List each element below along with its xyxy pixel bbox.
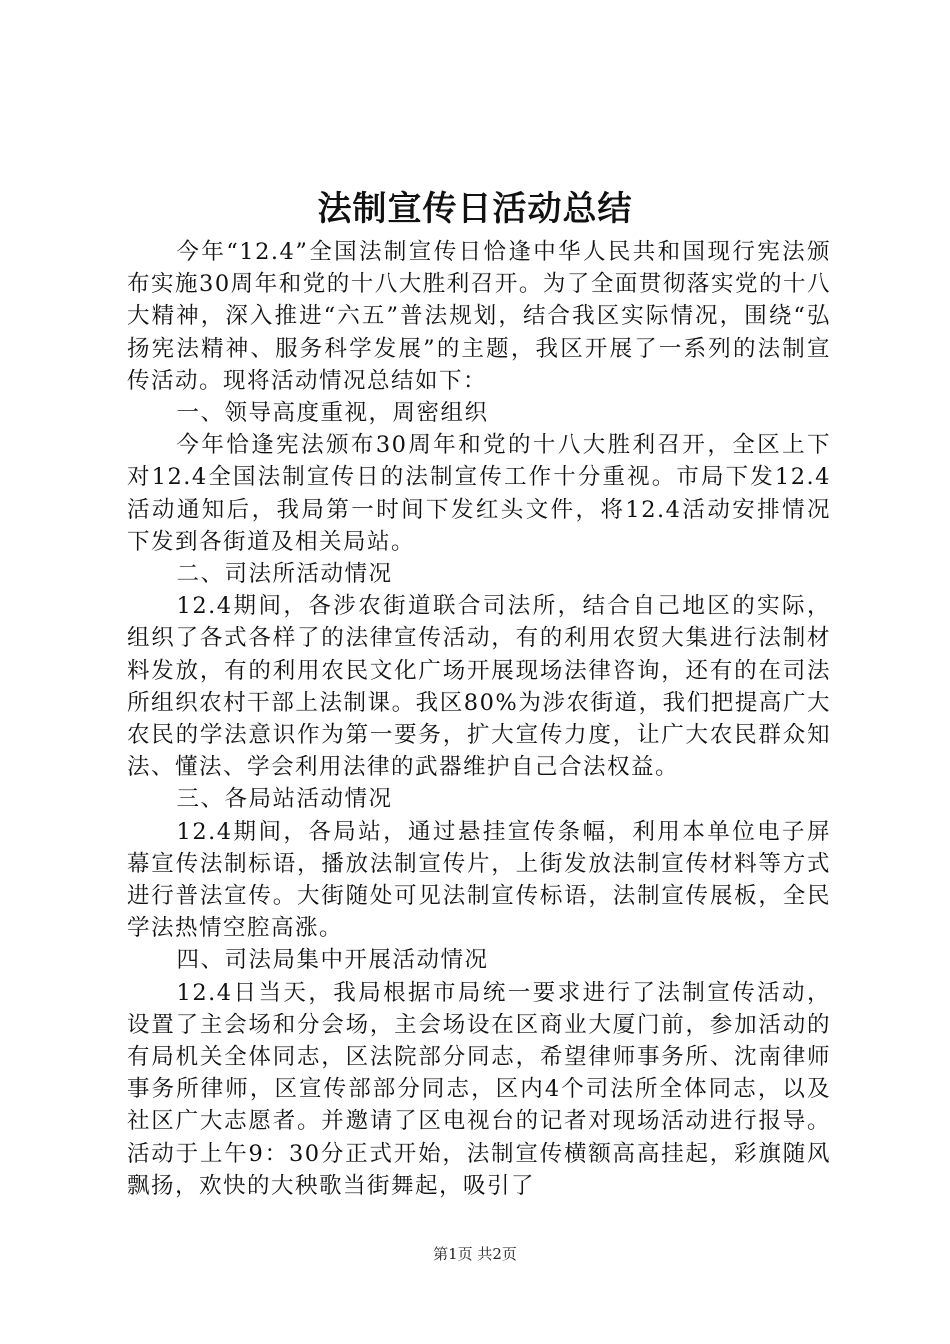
- section-heading-4: 四、司法局集中开展活动情况: [176, 947, 489, 974]
- section-4-paragraph: 12.4日当天，我局根据市局统一要求进行了法制宣传活动，设置了主会场和分会场，主会场设在区商业大厦门前，参加活动的有局机关全体同志，区法院部分同志，希望律师事务所、沈南律师事务所律师，区宣传部部分同志，区内4个司法所全体同志，以及社区广大志愿者。并邀请了区电视台的记者对现场活动进行报导。活动于上午9：30分正式开始，法制宣传横额高高挂起，彩旗随风飘扬，欢快的大秧歌当街舞起，吸引了: [127, 979, 831, 1199]
- section-2-paragraph: 12.4期间，各涉农街道联合司法所，结合自己地区的实际，组织了各式各样了的法律宣传活动，有的利用农贸大集进行法制材料发放，有的利用农民文化广场开展现场法律咨询，还有的在司法所组织农村干部上法制课。我区80%为涉农街道，我们把提高广大农民的学法意识作为第一要务，扩大宣传力度，让广大农民群众知法、懂法、学会利用法律的武器维护自己合法权益。: [127, 593, 831, 781]
- section-heading-1: 一、领导高度重视，周密组织: [176, 400, 489, 427]
- page-number-footer: 第1页 共2页: [433, 1245, 517, 1263]
- document-body: [127, 236, 831, 1202]
- section-1-paragraph: 今年恰逢宪法颁布30周年和党的十八大胜利召开，全区上下对12.4全国法制宣传日的法制宣传工作十分重视。市局下发12.4活动通知后，我局第一时间下发红头文件，将12.4活动安排情况下发到各街道及相关局站。: [127, 432, 831, 555]
- section-3-paragraph: 12.4期间，各局站，通过悬挂宣传条幅，利用本单位电子屏幕宣传法制标语，播放法制宣传片，上街发放法制宣传材料等方式进行普法宣传。大街随处可见法制宣传标语，法制宣传展板，全民学法热情空腔高涨。: [127, 818, 831, 942]
- document-title: 法制宣传日活动总结: [317, 189, 633, 229]
- section-heading-2: 二、司法所活动情况: [176, 561, 393, 588]
- section-heading-3: 三、各局站活动情况: [176, 786, 393, 813]
- intro-paragraph: 今年“12.4”全国法制宣传日恰逢中华人民共和国现行宪法颁布实施30周年和党的十八大胜利召开。为了全面贯彻落实党的十八大精神，深入推进“六五”普法规划，结合我区实际情况，围绕“弘扬宪法精神、服务科学发展”的主题，我区开展了一系列的法制宣传活动。现将活动情况总结如下：: [127, 239, 831, 394]
